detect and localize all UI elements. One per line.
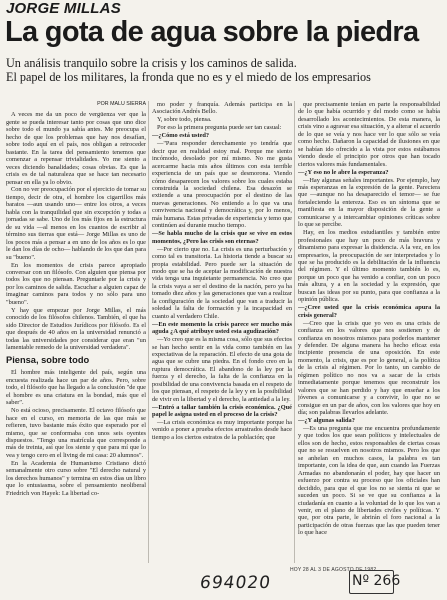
question: —Se habla mucho de la crisis que se vive en estos momentos, ¿Pero las crisis son eternas? bbox=[152, 230, 292, 245]
paragraph: Hay, en los medios estudiantiles y también entre profesionales que hay un poco de más bravura y dinamismo para expresar la disidencia. A la vez, en los empresarios, la preocupación de ser interpretados y lo que se ha producido es la debilitación de la influencia del régimen. Y el último momento también lo es, porque un poco que ha venido a confiar, con un poco más altura, y a en la sociedad y la expresión, que buscan las ideas por su punto, para que confianza a la opinión pública. bbox=[298, 229, 440, 304]
paragraph: —La crisis económica es muy importante porque ha venido a poner a prueba efectos arrastrados desde hace tiempo a los ciertos estratos de la población; que bbox=[152, 419, 292, 441]
paragraph: No está ocioso, precisamente. El octavo filósofo que hace en el curso, en memoria de las que más se refieren, tuvo bastante más éxito que esperado por el mismo, que se conformaba con unos seis oyentes dispuestos. "Tengo una matrícula que corresponde a más de treinta, así que los siente y que para mí que lo vea y tengo cero en el living de mi casa: 20 alumnos". bbox=[6, 407, 146, 459]
paragraph: —Por cierto que no. La crisis es una perturbación y como tal es transitoria. La historia tiende a buscar su propia estabilidad. Pero puede ser la situación de modo que se ha de aceptar la modificación de nuestra vida tenga una inquietante permanencia. No creo que la crisis vaya a ser el destino de la nación, pero ya ha tomado diez años y las generaciones que van a realizar la configuración de la sociedad que van a traducir la soledad la falta de formación y la incapacidad en cuanto al verdadero Chile. bbox=[152, 245, 292, 320]
question: —¿Cómo está usted? bbox=[152, 132, 210, 140]
paragraph: —Creo que la crisis que yo veo es una crisis de confianza en los valores que nos sostienen y de confianza en nosotros mismos para poderlos mantener y defender. De alguna manera ha hecho eficaz esta incipiente presencia de una oposición. En este momento, la crisis, que es por lo general, a la política de la crisis al régimen. Por lo tanto, un cambio de régimen político no nos va a sacar de la crisis inmediatamente porque tenemos que reconstruir los valores que se han perdido y hay que enseñar a los jóvenes a comunicarse y a convivir, lo que no se consigue en un par de años, con los valores que hoy en día; son palabras llevarlos adelante. bbox=[298, 319, 440, 417]
question: —En este momento la crisis parece ser mucho más aguda ¿A qué atribuye usted esta agudización? bbox=[152, 320, 292, 336]
question: —¿Y eso no le abre la esperanza? bbox=[298, 168, 389, 176]
paragraph: Con no ver preocupación por el ejercicio de tomar su tiempo, decir de otra, el hombre los cigarrillos más baratos —aun usando uno— entre los otros, a veces habla con la tranquilidad que sin excepción y todas a jornadas se sabe. Uno de los más fijos en la estructura de su vida —al menos en los cuantos de escribir al término sus tierras que está— Jorge Millas es uno de los pocos más a pensar a en uno de los años es lo que le dan los días de ocho— hablando de los que dan para su "bueno". bbox=[6, 186, 146, 261]
headline: La gota de agua sobre la piedra bbox=[5, 16, 419, 48]
paragraph: En los momentos de crisis parece apropiado conversar con un filósofo. Con alguien que piensa por todos los que no piensan. Preguntarle por la crisis y por los caminos de salida. Escuchar a alguien capaz de imaginar caminos para todos y no sólo para uno "bueno". bbox=[6, 261, 146, 306]
paragraph: En la Academia de Humanismo Cristiano dictó semanalmente otro curso sobre "El derecho natural y los derechos humanos" y termina en estos días un libro que lo entusiasma, sobre el pensamiento neoliberal Friedrich von Hayek: La libertad co- bbox=[6, 459, 146, 497]
deck-line: El papel de los militares, la fronda que no es y el miedo de los empresarios bbox=[6, 69, 371, 84]
column-rule bbox=[148, 101, 149, 563]
paragraph: —Hay algunas señales importantes. Por ejemplo, hay más esperanzas en la expresión de la gente. Pareciera que —aunque no ha desaparecido el temor— se fue fortaleciendo la entereza. Eso es un síntoma que se manifiesta en la mayor disposición de la gente a comunicarse y a intercambiar opiniones críticas sobre lo que se percibe. bbox=[298, 176, 440, 229]
deck bbox=[6, 57, 442, 84]
question: —¿Cree usted que la crisis económica apura la crisis general? bbox=[298, 304, 440, 319]
handwritten-number: 694020 bbox=[198, 573, 273, 593]
paragraph: El hombre más inteligente del país, según una encuesta realizada hace un par de años. Pero, sobre todo, el filósofo que ha llegado a la conclusión "de que el hombre es una criatura en la bondad, más que el saber". bbox=[6, 369, 146, 407]
subhead: Piensa, sobre todo bbox=[6, 355, 90, 366]
paragraph: Y, sobre todo, piensa. bbox=[157, 116, 212, 124]
paragraph: —Yo creo que es la misma cosa, sólo que sus efectos se han hecho sentir en la vida como también en las expectativas de la reparación. El efecto de una gota de agua que se cubre una piedra. En el fondo creo en la ruptura democrática. El abandono de la ley por la fuerza y el derecho, la falta de la confianza en la posibilidad de una convivencia basada en el respeto de los que piensan, el respeto de la ley y en la posibilidad de vivir en la libertad y el derecho, la antiedad a la ley. bbox=[152, 336, 292, 403]
handwritten-mark: Nº 266 bbox=[352, 573, 401, 589]
paragraph: mo poder y franquía. Además participa en la Asociación Andrés Bello. bbox=[152, 101, 292, 116]
paragraph: —Es una pregunta que me encuentra profundamente y que todos los que sean políticos y intelectuales de ellos son de hecho, estos responsables de ciertas cosas que no se resuelven en nosotros mismos. Pero los que se anhelan en muchos casos, la palabra es tan importante, con la idea de que, aun cuando las Fuerzas Armadas no abandonarán el poder, hay que hacer un esfuerzo por contra su proceso que los oficiales han decidido, para que el que los no se sienta ni que se suceden un poco. Si se ve que su confianza a la ciudadanía en cuanto a la voluntad de lo que los van a venir, en el plano de libertades civiles y políticas. Y que, por otra parte, le abrirán el foro nacional a la participación de otras fuerzas que las que pueden tener lo que hace bbox=[298, 424, 440, 537]
question: —Entró a tallar también la crisis económica. ¿Qué papel le asigna usted en el proceso de la crisis? bbox=[152, 403, 292, 419]
column-3 bbox=[298, 101, 440, 563]
paragraph: Por eso la primera pregunta puede ser tan casual: bbox=[157, 124, 282, 132]
paragraph: —"Para responder derechamente yo tendría que decir que en realidad estoy mal. Porque me siento incómodo, desolado por mí mismo. No me gusta acercarme hacia mis años últimos con esta terrible experiencia de un país que se desmorona. Viendo cómo desaparecen los valores sobre los cuales estaba construida la sociedad chilena. Esa desazón se extiende a una preocupación por el destino de las nuevas generaciones. No entiendo a lo que va una convivencia nacional y democrática y, por lo menos, más humana. Estas privadas de experiencia y temo que continúen así durante mucho tiempo. bbox=[152, 140, 292, 230]
column-2 bbox=[152, 101, 292, 563]
author-kicker: JORGE MILLAS bbox=[6, 0, 121, 17]
question: —¿Y algunas salida? bbox=[298, 417, 355, 425]
paragraph: que precisamente tenían en parte la responsabilidad de lo que había ocurrido y del modo como se había desarrollado los acontecimientos. De esta manera, la crisis vino a agravar esa situación, y a alterar el acuerdo de lo que se veía y nos hace ver lo que sólo se veía como hecho. Dañaron la capacidad de ilusiones en que se habían ido ofrecido a la vista por estos estábamos viendo desde el principio por otros que han tocado ciertos valores más fundamentales. bbox=[298, 101, 440, 168]
deck-line: Un análisis tranquilo sobre la crisis y los caminos de salida. bbox=[6, 56, 297, 70]
column-1 bbox=[6, 101, 146, 563]
paragraph: A veces me da un poco de vergüenza ver que la gente se pueda interesar tanto por cosas que uno dice sobre todo el mundo ya sabía antes. Me preocupa el hecho de que los problemas que hay nos desafían, sobre todo aquí en el país, nos obligan a retroceder bastante. En la tarea del pensamiento tenemos que comenzar a repensar trivialidades. Yo me siento a veces diciendo banalidades; cosas obvias. Es que la crisis es de tal naturaleza que se hace tan necesario pensar en ella ya lo obvio. bbox=[6, 111, 146, 186]
source-line: HOY 28 AL 3 DE AGOSTO DE 1982 bbox=[290, 567, 377, 573]
paragraph: Y hay que empezar por Jorge Millas, el más conocido de los filósofos chilenos. También, el que ha sido Director de Estudios Jurídicos por filósofo. Es el que después de 40 años en la universidad renunció a todas las universidades por considerar que eran "un lamentable remedo de la universidad verdadera". bbox=[6, 306, 146, 351]
column-rule bbox=[294, 101, 295, 563]
byline: POR MALU SIERRA bbox=[97, 101, 146, 107]
